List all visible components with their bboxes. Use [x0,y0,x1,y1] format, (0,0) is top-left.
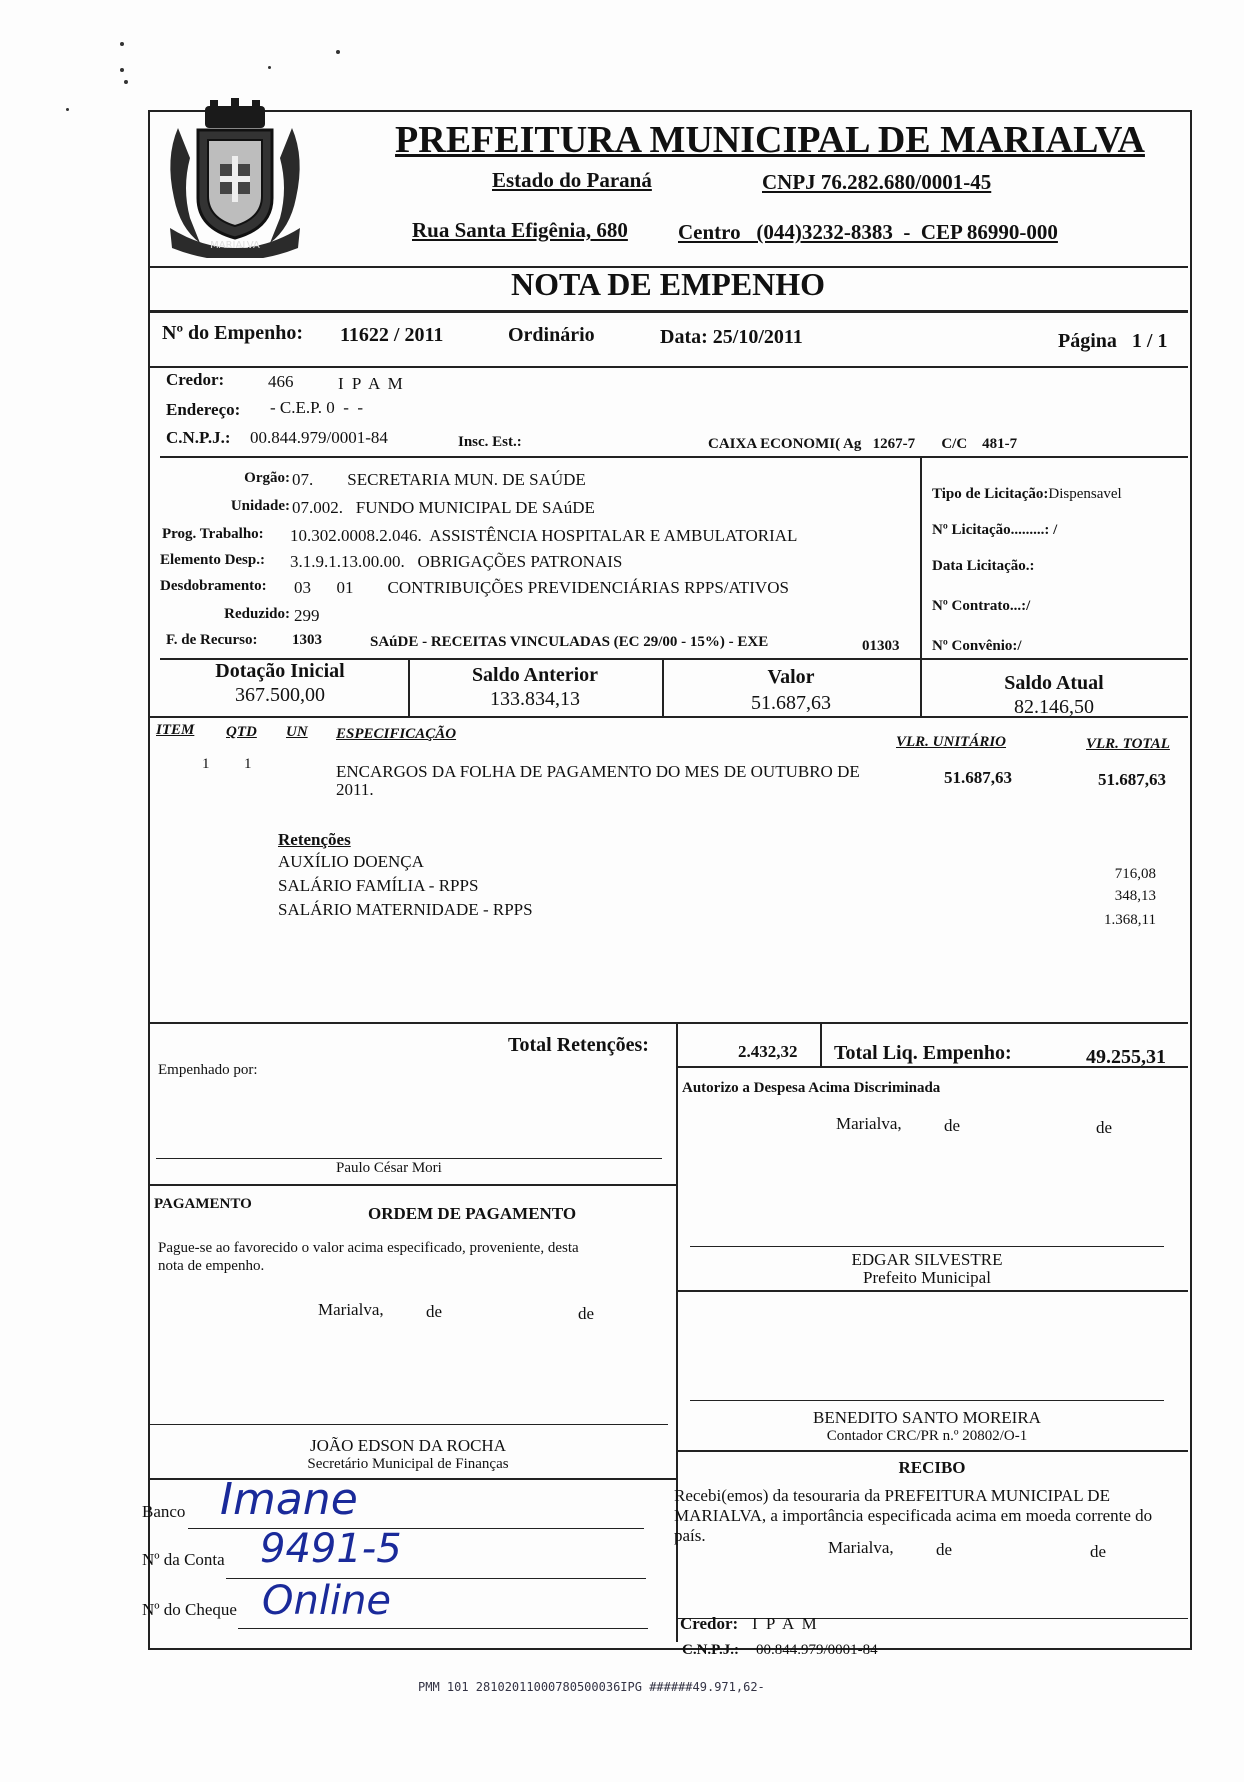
recibo-line-2: MARIALVA, a importância especificada acima em moeda corrente do [674,1506,1153,1525]
address-value: - C.E.P. 0 - - [270,398,364,417]
recurso-label: F. de Recurso: [166,632,258,648]
autorizo-label: Autorizo a Despesa Acima Discriminada [682,1080,941,1096]
cnpj-credor-value: 00.844.979/0001-84 [250,428,388,447]
reduzido-value: 299 [294,606,320,625]
saldo-atual-value: 82.146,50 [1014,696,1094,718]
date-de: de [1090,1542,1107,1561]
contrato: Nº Contrato...:/ [932,598,1031,614]
date-de: de [1096,1118,1113,1137]
dotacao-value: 367.500,00 [235,684,325,706]
divider [148,1022,1188,1024]
empenho-type: Ordinário [508,324,595,346]
page-number: Página 1 / 1 [1058,330,1168,352]
place-date: Marialva, [836,1114,902,1133]
cheque-line [238,1628,648,1629]
pague-line-1: Pague-se ao favorecido o valor acima especificado, proveniente, desta [158,1240,579,1256]
unidade-value: 07.002. FUNDO MUNICIPAL DE SAúDE [292,498,595,517]
licitacao-number: Nº Licitação.........: / [932,522,1058,538]
state-label: Estado do Paraná [492,168,652,192]
tipo-licitacao-label: Tipo de Licitação: [932,486,1049,502]
item-qtd: 1 [244,756,252,772]
retencao-value: 1.368,11 [1104,912,1156,928]
banco-label: Banco [142,1502,186,1521]
doc-title: NOTA DE EMPENHO [510,266,826,302]
desdobramento-label: Desdobramento: [160,578,267,594]
item-desc-2: 2011. [336,780,374,799]
valor-value: 51.687,63 [751,692,831,714]
svg-text:MARIALVA: MARIALVA [210,240,260,251]
tipo-licitacao [932,486,1122,503]
credor-name: I P A M [338,374,405,393]
speck [336,50,340,54]
divider [676,1450,1188,1452]
cheque-handwriting: Online [262,1578,392,1624]
secretario-name: JOÃO EDSON DA ROCHA [310,1436,506,1455]
ordem-label: ORDEM DE PAGAMENTO [368,1204,577,1223]
divider [676,1290,1188,1292]
conta-handwriting: 9491-5 [260,1526,402,1572]
address-label: Endereço: [166,400,241,419]
speck [124,80,128,84]
street-label: Rua Santa Efigênia, 680 [412,218,628,242]
item-number: 1 [202,756,210,772]
place-date: Marialva, [318,1300,384,1319]
empenho-number: 11622 / 2011 [340,324,444,346]
speck [268,66,271,69]
divider [676,1022,678,1642]
recibo-credor-label: Credor: [680,1614,739,1633]
credor-label: Credor: [166,370,225,389]
date-de: de [936,1540,953,1559]
unidade-label: Unidade: [230,498,290,514]
divider [148,310,1188,313]
signature-line [148,1424,668,1425]
saldo-anterior-value: 133.834,13 [490,688,580,710]
recibo-credor-name: I P A M [752,1614,819,1633]
prog-value: 10.302.0008.2.046. ASSISTÊNCIA HOSPITALAR E AMBULATORIAL [290,526,798,545]
prefeito-title: Prefeito Municipal [863,1268,991,1287]
date-de: de [578,1304,595,1323]
banco-line [188,1528,644,1529]
dotacao-label: Dotação Inicial [215,660,345,682]
empenhado-name: Paulo César Mori [336,1160,442,1176]
tipo-licitacao-value: Dispensavel [1048,486,1122,502]
contador-name: BENEDITO SANTO MOREIRA [813,1408,1041,1427]
recibo-line-3: país. [674,1526,706,1545]
recurso-code: 1303 [292,632,322,648]
item-desc-1: ENCARGOS DA FOLHA DE PAGAMENTO DO MES DE OUTUBRO DE [336,762,860,781]
elemento-label: Elemento Desp.: [160,552,265,568]
speck [120,68,124,72]
contador-title: Contador CRC/PR n.º 20802/O-1 [826,1428,1028,1444]
conta-label: Nº da Conta [142,1550,225,1569]
valor-label: Valor [767,666,815,688]
total-retencoes-label: Total Retenções: [508,1034,649,1056]
divider [676,1066,1188,1068]
total-retencoes-value: 2.432,32 [738,1042,798,1061]
retencao-value: 348,13 [1114,888,1156,904]
col-item: ITEM [156,722,195,738]
pagamento-label: PAGAMENTO [154,1196,252,1212]
col-qtd: QTD [226,724,257,740]
banco-handwriting: Imane [220,1474,358,1525]
retencao-name: AUXÍLIO DOENÇA [278,852,424,871]
date-de: de [944,1116,961,1135]
convenio: Nº Convênio:/ [932,638,1022,654]
district-phone-cep: Centro (044)3232-8383 - CEP 86990-000 [678,220,1058,244]
place-date: Marialva, [828,1538,894,1557]
item-total-value: 51.687,63 [1098,770,1166,789]
recurso-desc: SAúDE - RECEITAS VINCULADAS (EC 29/00 - 15%) - EXE [370,634,769,650]
insc-est-label: Insc. Est.: [458,434,522,450]
item-unit-value: 51.687,63 [944,768,1012,787]
cheque-label: Nº do Cheque [142,1600,237,1619]
signature-line [690,1246,1164,1247]
speck [66,108,69,111]
col-spec: ESPECIFICAÇÃO [336,726,457,742]
org-title: PREFEITURA MUNICIPAL DE MARIALVA [395,119,1145,161]
secretario-title: Secretário Municipal de Finanças [307,1456,509,1472]
speck [120,42,124,46]
divider [148,366,1188,368]
signature-line [156,1158,662,1159]
recurso-code2: 01303 [862,638,900,654]
cnpj-credor-label: C.N.P.J.: [166,428,231,447]
retencao-value: 716,08 [1114,866,1156,882]
divider [150,716,1188,718]
date-de: de [426,1302,443,1321]
total-liq-value: 49.255,31 [1086,1046,1166,1068]
total-liq-label: Total Liq. Empenho: [834,1042,1012,1064]
recibo-cnpj-value: 00.844.979/0001-84 [756,1642,878,1658]
signature-line [690,1400,1164,1401]
bank-info: CAIXA ECONOMI( Ag 1267-7 C/C 481-7 [708,436,1018,452]
col-unit: VLR. UNITÁRIO [896,734,1007,750]
retencao-name: SALÁRIO MATERNIDADE - RPPS [278,900,533,919]
footer-code: PMM 101 28102011000780500036IPG ######49.971,62- [418,1680,765,1694]
divider [920,458,922,660]
divider [820,1022,822,1066]
empenho-number-label: Nº do Empenho: [162,322,304,344]
empenhado-label: Empenhado por: [158,1062,258,1078]
coat-of-arms-icon [160,98,310,258]
cnpj-label: CNPJ 76.282.680/0001-45 [762,170,992,194]
recibo-title: RECIBO [898,1458,966,1477]
saldo-anterior-label: Saldo Anterior [471,664,599,686]
saldo-atual-label: Saldo Atual [1004,672,1104,694]
divider [148,1184,676,1186]
recibo-line-1: Recebi(emos) da tesouraria da PREFEITURA MUNICIPAL DE [674,1486,1110,1505]
col-un: UN [286,724,308,740]
pague-line-2: nota de empenho. [158,1258,265,1274]
prog-label: Prog. Trabalho: [162,526,264,542]
prefeito-name: EDGAR SILVESTRE [851,1250,1003,1269]
retencao-name: SALÁRIO FAMÍLIA - RPPS [278,876,479,895]
empenho-date: Data: 25/10/2011 [660,326,803,348]
desdobramento-value: 03 01 CONTRIBUIÇÕES PREVIDENCIÁRIAS RPPS/ATIVOS [294,578,789,597]
divider [160,456,1188,458]
recibo-cnpj-label: C.N.P.J.: [682,1642,739,1658]
credor-code: 466 [268,372,294,391]
elemento-value: 3.1.9.1.13.00.00. OBRIGAÇÕES PATRONAIS [290,552,623,571]
orgao-label: Orgão: [244,470,290,486]
retencoes-title: Retenções [278,830,351,849]
col-total: VLR. TOTAL [1086,736,1170,752]
reduzido-label: Reduzido: [224,606,290,622]
data-licitacao: Data Licitação.: [932,558,1035,574]
orgao-value: 07. SECRETARIA MUN. DE SAÚDE [292,470,586,489]
